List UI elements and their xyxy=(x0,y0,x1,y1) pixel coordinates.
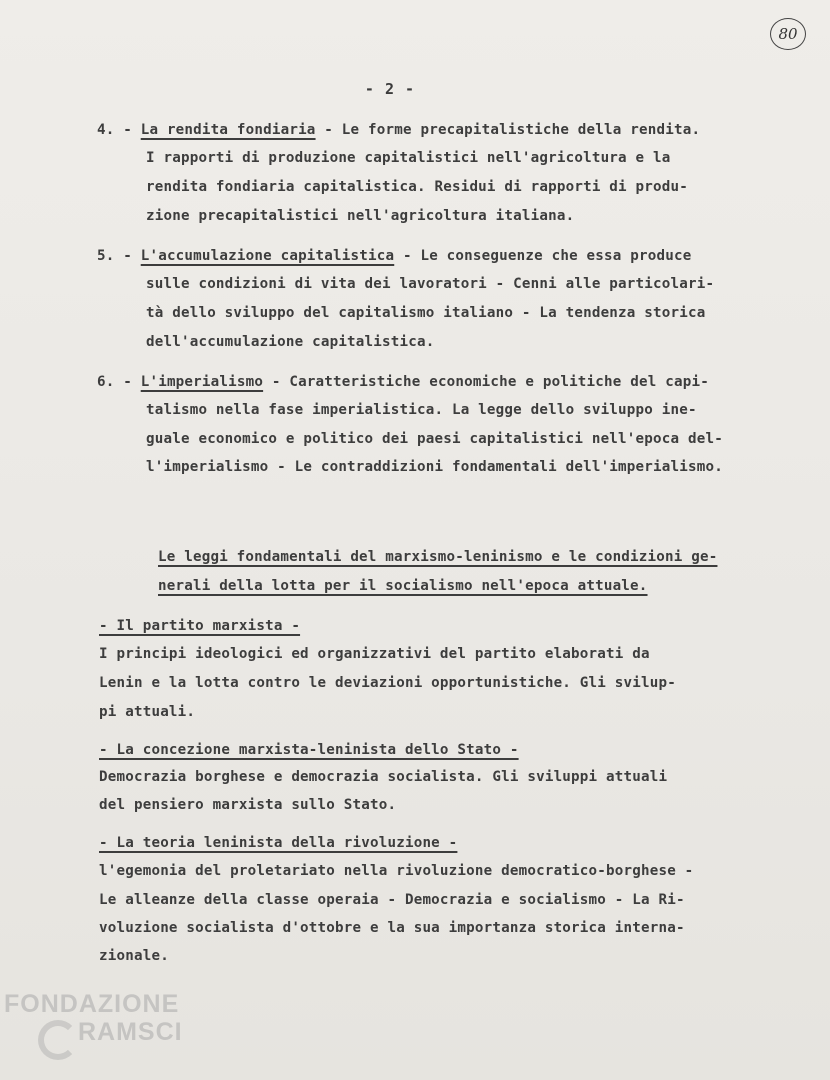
subsection-title: - La teoria leninista della rivoluzione - xyxy=(99,835,458,851)
item-number: 6. - xyxy=(97,374,132,390)
item-line: dell'accumulazione capitalistica. xyxy=(146,334,435,350)
item-title: L'imperialismo xyxy=(140,374,264,390)
item-line: rendita fondiaria capitalistica. Residui di rapporti di produ- xyxy=(146,179,688,195)
item-5-first-line xyxy=(97,246,691,266)
subsection-line: pi attuali. xyxy=(99,704,196,720)
item-number: 4. - xyxy=(97,122,132,138)
item-line: l'imperialismo - Le contraddizioni fondamentali dell'imperialismo. xyxy=(146,459,723,475)
subsection-line: Lenin e la lotta contro le deviazioni opportunistiche. Gli svilup- xyxy=(99,675,676,691)
subsection-line: del pensiero marxista sullo Stato. xyxy=(99,797,397,813)
subsection-line: Le alleanze della classe operaia - Democrazia e socialismo - La Ri- xyxy=(99,892,685,908)
item-line: zione precapitalistici nell'agricoltura italiana. xyxy=(146,208,575,224)
subsection-line: Democrazia borghese e democrazia socialista. Gli sviluppi attuali xyxy=(99,769,668,785)
item-line: tà dello sviluppo del capitalismo italiano - La tendenza storica xyxy=(146,305,706,321)
item-title: L'accumulazione capitalistica xyxy=(140,248,395,264)
subsection-title: - La concezione marxista-leninista dello Stato - xyxy=(99,742,519,758)
item-line: guale economico e politico dei paesi capitalistici nell'epoca del- xyxy=(146,431,723,447)
page-number: - 2 - xyxy=(364,80,416,98)
section-heading-line: Le leggi fondamentali del marxismo-leninismo e le condizioni ge- xyxy=(158,549,718,565)
subsection-line: l'egemonia del proletariato nella rivoluzione democratico-borghese - xyxy=(99,863,694,879)
subsection-line: voluzione socialista d'ottobre e la sua importanza storica interna- xyxy=(99,920,685,936)
subsection-line: I principi ideologici ed organizzativi del partito elaborati da xyxy=(99,646,650,662)
archive-stamp: 80 xyxy=(770,18,806,50)
item-line: talismo nella fase imperialistica. La legge dello sviluppo ine- xyxy=(146,402,697,418)
item-title: La rendita fondiaria xyxy=(140,122,316,138)
item-text: - Le forme precapitalistiche della rendita. xyxy=(315,122,701,138)
section-heading-line: nerali della lotta per il socialismo nell'epoca attuale. xyxy=(158,578,648,594)
item-line: I rapporti di produzione capitalistici nell'agricoltura e la xyxy=(146,150,671,166)
item-number: 5. - xyxy=(97,248,132,264)
item-line: sulle condizioni di vita dei lavoratori - Cenni alle particolari- xyxy=(146,276,715,292)
item-text: - Caratteristiche economiche e politiche del capi- xyxy=(263,374,709,390)
item-6-first-line xyxy=(97,372,709,392)
logo-g-icon xyxy=(38,1020,78,1060)
subsection-title: - Il partito marxista - xyxy=(99,618,301,634)
item-text: - Le conseguenze che essa produce xyxy=(394,248,692,264)
subsection-line: zionale. xyxy=(99,948,169,964)
logo-text-line2: RAMSCI xyxy=(78,1018,183,1046)
logo-text-line1: FONDAZIONE xyxy=(4,990,180,1018)
fondazione-gramsci-logo xyxy=(4,990,214,1070)
item-4-first-line xyxy=(97,120,700,140)
